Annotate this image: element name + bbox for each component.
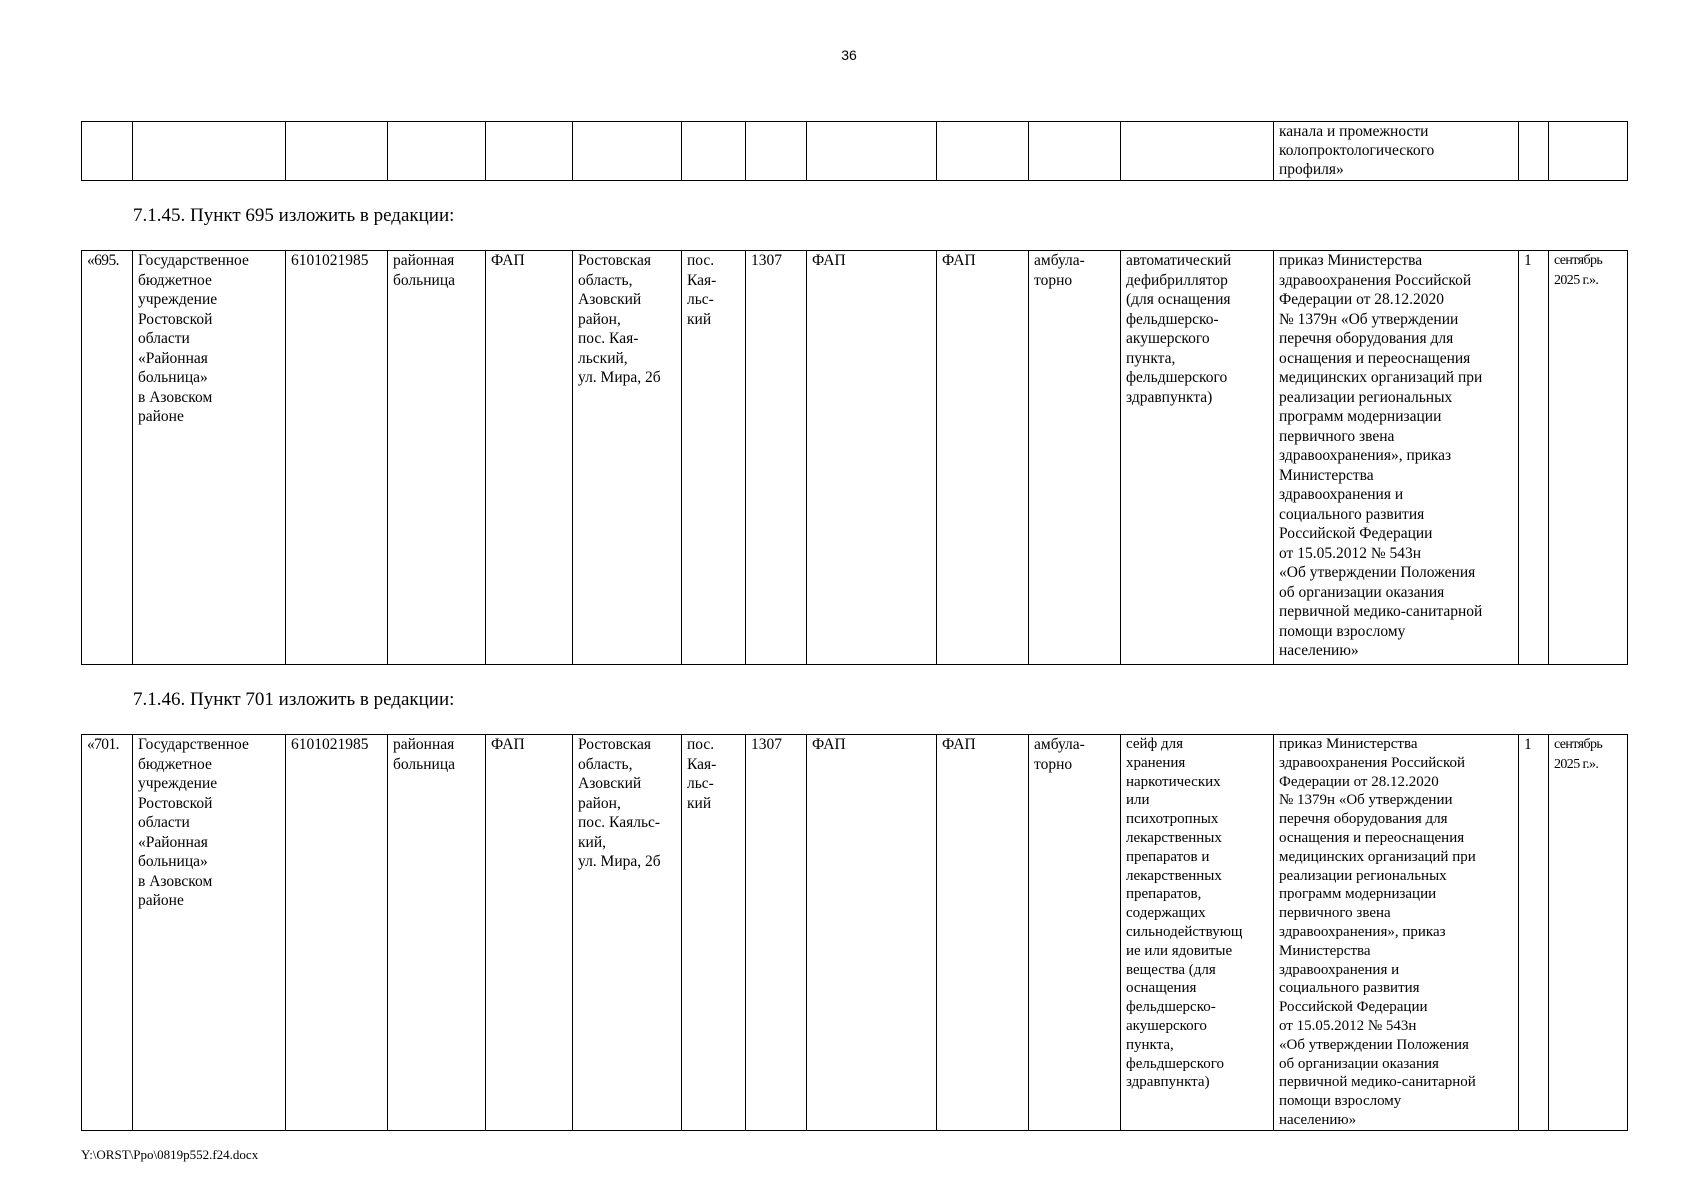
item-701-table (81, 734, 1628, 1131)
regulation-cell: приказ Министерства здравоохранения Российской Федерации от 28.12.2020 № 1379н «Об утверждении перечня оборудования для оснащения и переоснащения медицинских организаций при реализации региональных программ модернизации первичного звена здравоохранения», приказ Министерства здравоохранения и социального развития Российской Федерации от 15.05.2012 № 543н «Об утверждении Положения об организации оказания первичной медико-санитарной помощи взрослому населению» (1274, 735, 1519, 1131)
address-cell: Ростовская область, Азовский район, пос. Кая- льский, ул. Мира, 2б (573, 251, 682, 665)
page-number: 36 (841, 47, 857, 63)
care-form-cell: амбула- торно (1029, 251, 1121, 665)
address-cell: Ростовская область, Азовский район, пос. Каяльс- кий, ул. Мира, 2б (573, 735, 682, 1131)
file-path-footer: Y:\ORST\Ppo\0819p552.f24.docx (81, 1147, 259, 1162)
org-type-cell: районная больница (388, 735, 486, 1131)
item-number: «701. (82, 735, 133, 1131)
empty-cell (1029, 122, 1121, 181)
empty-cell (1121, 122, 1274, 181)
empty-cell (286, 122, 388, 181)
empty-cell (746, 122, 807, 181)
empty-cell (82, 122, 133, 181)
item-number: «695. (82, 251, 133, 665)
section-heading: 7.1.46. Пункт 701 изложить в редакции: (133, 689, 455, 710)
settlement-cell: пос. Кая- льс- кий (682, 251, 746, 665)
empty-cell (1519, 122, 1549, 181)
empty-cell (1549, 122, 1628, 181)
empty-cell (486, 122, 573, 181)
empty-cell (133, 122, 286, 181)
unit-type-cell: ФАП (486, 251, 573, 665)
unit-type-cell: ФАП (486, 735, 573, 1131)
deadline-cell: сентябрь 2025 г.». (1549, 735, 1628, 1131)
unit-profile-cell: ФАП (937, 251, 1029, 665)
quantity-cell: 1 (1519, 735, 1549, 1131)
empty-cell (807, 122, 937, 181)
deadline-cell: сентябрь 2025 г.». (1549, 251, 1628, 665)
organization-cell: Государственное бюджетное учреждение Ростовской области «Районная больница» в Азовском районе (133, 735, 286, 1131)
settlement-cell: пос. Кая- льс- кий (682, 735, 746, 1131)
organization-cell: Государственное бюджетное учреждение Ростовской области «Районная больница» в Азовском районе (133, 251, 286, 665)
equipment-cell: автоматический дефибриллятор (для оснащения фельдшерско- акушерского пункта, фельдшерского здравпункта) (1121, 251, 1274, 665)
inn-cell: 6101021985 (286, 251, 388, 665)
empty-cell (937, 122, 1029, 181)
regulation-cell: приказ Министерства здравоохранения Российской Федерации от 28.12.2020 № 1379н «Об утверждении перечня оборудования для оснащения и переоснащения медицинских организаций при реализации региональных программ модернизации первичного звена здравоохранения», приказ Министерства здравоохранения и социального развития Российской Федерации от 15.05.2012 № 543н «Об утверждении Положения об организации оказания первичной медико-санитарной помощи взрослому населению» (1274, 251, 1519, 665)
empty-cell (573, 122, 682, 181)
empty-cell (682, 122, 746, 181)
population-cell: 1307 (746, 735, 807, 1131)
equipment-cell: сейф для хранения наркотических или психотропных лекарственных препаратов и лекарственных препаратов, содержащих сильнодействующ ие или ядовитые вещества (для оснащения фельдшерско- акушерского пункта, фельдшерского здравпункта) (1121, 735, 1274, 1131)
unit-name-cell: ФАП (807, 251, 937, 665)
unit-profile-cell: ФАП (937, 735, 1029, 1131)
population-cell: 1307 (746, 251, 807, 665)
empty-cell (388, 122, 486, 181)
regulation-cell: канала и промежности колопроктологического профиля» (1274, 122, 1519, 181)
table-row (82, 735, 1628, 1131)
quantity-cell: 1 (1519, 251, 1549, 665)
continuation-table (81, 121, 1628, 181)
item-695-table (81, 250, 1628, 665)
table-row (82, 251, 1628, 665)
table-row (82, 122, 1628, 181)
inn-cell: 6101021985 (286, 735, 388, 1131)
care-form-cell: амбула- торно (1029, 735, 1121, 1131)
org-type-cell: районная больница (388, 251, 486, 665)
unit-name-cell: ФАП (807, 735, 937, 1131)
section-heading: 7.1.45. Пункт 695 изложить в редакции: (133, 205, 455, 226)
